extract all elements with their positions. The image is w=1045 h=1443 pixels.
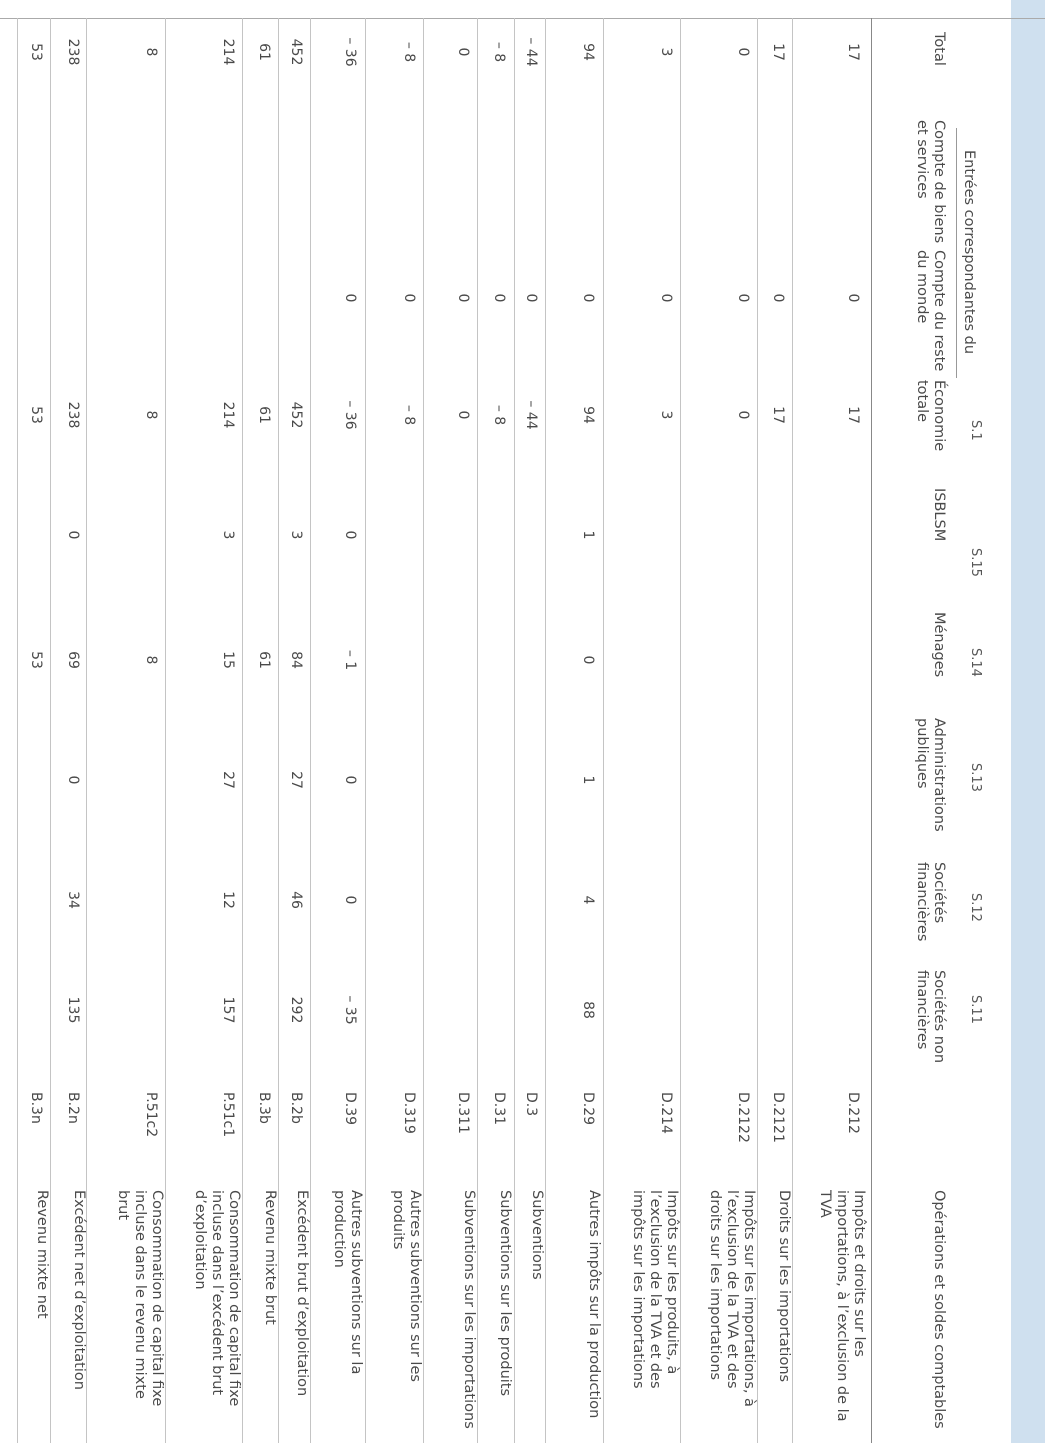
row-separator	[165, 18, 166, 1443]
col-header-goods: Compte de biens et services	[914, 120, 947, 244]
table-cell-total: 0	[455, 47, 471, 57]
table-cell-men: 8	[143, 655, 159, 665]
table-cell-total: 0	[735, 47, 751, 57]
row-separator	[17, 18, 18, 1443]
operation-label: Impôts sur les importations, à l’exclusion de la TVA et des droits sur les importations	[707, 1190, 757, 1407]
table-cell-eco: 0	[455, 410, 471, 420]
table-cell-total: 8	[143, 47, 159, 57]
table-cell-fin: 4	[580, 895, 596, 905]
table-cell-nonfin: – 35	[342, 995, 358, 1025]
section-header-band	[1011, 0, 1045, 1443]
table-cell-men: 53	[28, 651, 44, 669]
table-cell-isblsm: 3	[220, 530, 236, 540]
operation-code: D.31	[491, 1092, 507, 1126]
sector-code: S.15	[968, 548, 983, 577]
row-separator	[50, 18, 51, 1443]
group-label: Entrées correspondantes du	[961, 150, 977, 355]
sector-code: S.13	[968, 763, 983, 792]
table-cell-men: 61	[256, 651, 272, 669]
table-cell-eco: 452	[288, 401, 304, 429]
operation-code: B.2b	[288, 1092, 304, 1124]
operation-label: Autres impôts sur la production	[586, 1190, 602, 1419]
table-cell-rest: 0	[401, 293, 417, 303]
row-separator	[680, 18, 681, 1443]
table-cell-total: 452	[288, 38, 304, 66]
table-cell-rest: 0	[523, 293, 539, 303]
row-separator	[514, 18, 515, 1443]
table-cell-adm: 27	[288, 771, 304, 789]
table-cell-total: 94	[580, 43, 596, 61]
operation-code: D.2122	[735, 1092, 751, 1143]
table-cell-total: – 36	[342, 37, 358, 67]
col-header-rest: Compte du reste du monde	[914, 250, 947, 372]
row-separator	[545, 18, 546, 1443]
col-header-fin: Sociétés financières	[914, 862, 947, 942]
operation-label: Subventions sur les produits	[497, 1190, 513, 1397]
table-cell-eco: – 44	[523, 400, 539, 430]
table-cell-adm: 0	[65, 775, 81, 785]
table-cell-rest: 0	[770, 293, 786, 303]
operation-code: P.51c1	[220, 1092, 236, 1138]
row-separator	[242, 18, 243, 1443]
operation-code: B.2n	[65, 1092, 81, 1124]
sector-code: S.12	[968, 893, 983, 922]
operation-code: D.214	[658, 1092, 674, 1134]
table-cell-fin: 46	[288, 891, 304, 909]
table-cell-men: – 1	[342, 649, 358, 671]
table-cell-adm: 1	[580, 775, 596, 785]
row-separator	[365, 18, 366, 1443]
table-cell-rest: 0	[491, 293, 507, 303]
table-cell-nonfin: 88	[580, 1001, 596, 1019]
table-cell-men: 84	[288, 651, 304, 669]
table-cell-isblsm: 3	[288, 530, 304, 540]
operation-label: Revenu mixte net	[34, 1190, 50, 1319]
table-cell-nonfin: 157	[220, 996, 236, 1024]
table-cell-total: – 8	[491, 41, 507, 63]
table-cell-men: 15	[220, 651, 236, 669]
operation-label: Autres subventions sur les produits	[390, 1190, 423, 1382]
operation-label: Impôts sur les produits, à l’exclusion de la TVA et des impôts sur les importations	[630, 1190, 680, 1389]
table-cell-isblsm: 1	[580, 530, 596, 540]
operation-label: Droits sur les importations	[776, 1190, 792, 1383]
operation-code: B.3b	[256, 1092, 272, 1124]
table-cell-eco: 94	[580, 406, 596, 424]
table-cell-rest: 0	[658, 293, 674, 303]
table-cell-adm: 0	[342, 775, 358, 785]
col-header-adm: Administrations publiques	[914, 718, 947, 832]
operation-code: B.3n	[28, 1092, 44, 1124]
table-cell-eco: 17	[845, 406, 861, 424]
table-cell-rest: 0	[580, 293, 596, 303]
table-cell-total: – 44	[523, 37, 539, 67]
sector-code: S.14	[968, 648, 983, 677]
operation-label: Autres subventions sur la production	[331, 1190, 364, 1375]
table-cell-eco: 0	[735, 410, 751, 420]
table-cell-total: 53	[28, 43, 44, 61]
table-cell-rest: 0	[455, 293, 471, 303]
table-cell-eco: – 8	[401, 404, 417, 426]
row-separator	[603, 18, 604, 1443]
table-cell-men: 69	[65, 651, 81, 669]
table-cell-eco: 53	[28, 406, 44, 424]
row-separator	[792, 18, 793, 1443]
table-cell-eco: 61	[256, 406, 272, 424]
operation-label: Excédent net d’exploitation	[71, 1190, 87, 1390]
table-cell-total: 238	[65, 38, 81, 66]
operation-code: D.319	[401, 1092, 417, 1134]
left-vertical-rule	[0, 18, 1045, 19]
operation-label: Consommation de capital fixe incluse dans le revenu mixte brut	[115, 1190, 165, 1407]
table-cell-men: 0	[580, 655, 596, 665]
table-cell-eco: 17	[770, 406, 786, 424]
operation-label: Consommation de capital fixe incluse dans l’excédent brut d’exploitation	[192, 1190, 242, 1407]
col-header-ops: Opérations et soldes comptables	[931, 1190, 947, 1429]
table-cell-total: 61	[256, 43, 272, 61]
table-cell-rest: 0	[735, 293, 751, 303]
operation-code: P.51c2	[143, 1092, 159, 1138]
col-header-men: Ménages	[931, 612, 947, 678]
sector-code: S.11	[968, 995, 983, 1024]
table-cell-total: – 8	[401, 41, 417, 63]
col-header-eco: Économie totale	[914, 380, 947, 452]
operation-label: Impôts et droits sur les importations, à l’exclusion de la TVA	[817, 1190, 867, 1422]
table-cell-eco: – 36	[342, 400, 358, 430]
table-cell-total: 17	[770, 43, 786, 61]
operation-code: D.2121	[770, 1092, 786, 1143]
table-cell-fin: 12	[220, 891, 236, 909]
operation-label: Revenu mixte brut	[262, 1190, 278, 1325]
operation-code: D.3	[523, 1092, 539, 1117]
row-separator	[310, 18, 311, 1443]
table-cell-isblsm: 0	[342, 530, 358, 540]
table-cell-nonfin: 135	[65, 996, 81, 1024]
operation-code: D.311	[455, 1092, 471, 1134]
table-cell-total: 17	[845, 43, 861, 61]
table-cell-nonfin: 292	[288, 996, 304, 1024]
table-cell-eco: 214	[220, 401, 236, 429]
table-cell-isblsm: 0	[65, 530, 81, 540]
sector-code: S.1	[968, 420, 983, 441]
table-cell-total: 214	[220, 38, 236, 66]
operation-label: Subventions	[529, 1190, 545, 1280]
col-header-total: Total	[931, 32, 947, 66]
table-cell-eco: – 8	[491, 404, 507, 426]
group-bracket-rule	[956, 128, 957, 378]
operation-label: Subventions sur les importations	[461, 1190, 477, 1429]
table-cell-eco: 8	[143, 410, 159, 420]
operation-code: D.212	[845, 1092, 861, 1134]
operation-code: D.39	[342, 1092, 358, 1126]
col-header-isblsm: ISBLSM	[931, 488, 947, 542]
row-separator	[423, 18, 424, 1443]
row-separator	[477, 18, 478, 1443]
operation-label: Excédent brut d’exploitation	[294, 1190, 310, 1397]
table-cell-rest: 0	[845, 293, 861, 303]
operation-code: D.29	[580, 1092, 596, 1126]
table-cell-fin: 34	[65, 891, 81, 909]
col-header-nonfin: Sociétés non financières	[914, 970, 947, 1064]
row-separator	[757, 18, 758, 1443]
header-bottom-rule	[871, 18, 872, 1443]
table-cell-eco: 238	[65, 401, 81, 429]
table-cell-rest: 0	[342, 293, 358, 303]
table-cell-adm: 27	[220, 771, 236, 789]
table-cell-fin: 0	[342, 895, 358, 905]
row-separator	[278, 18, 279, 1443]
table-cell-total: 3	[658, 47, 674, 57]
table-cell-eco: 3	[658, 410, 674, 420]
